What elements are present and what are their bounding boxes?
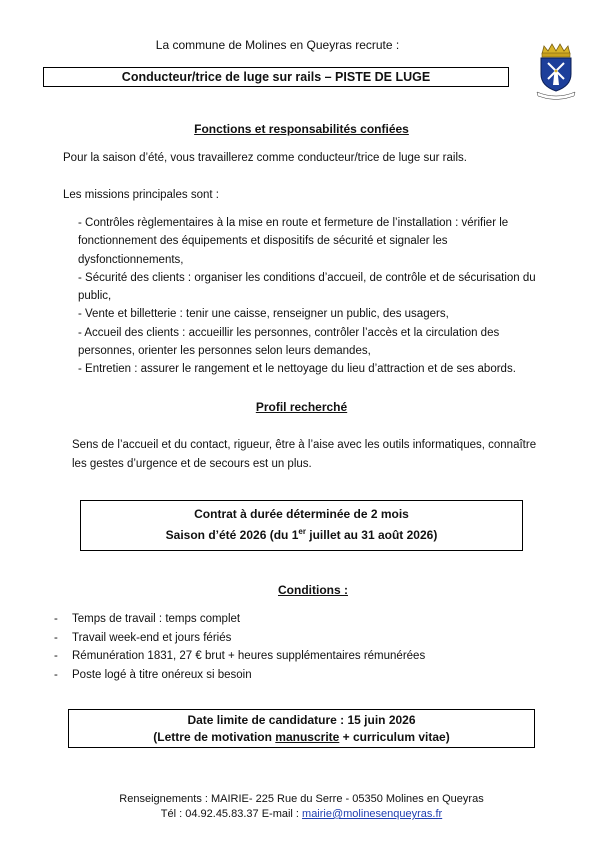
crest-icon [534,42,578,102]
missions-label: Les missions principales sont : [63,189,219,201]
job-title-box [43,67,509,87]
list-item: - Poste logé à titre onéreux si besoin [54,668,252,681]
deadline-line-1: Date limite de candidature : 15 juin 2026 [187,713,416,727]
contract-line-2: Saison d’été 2026 (du 1er juillet au 31 août 2026) [165,527,438,542]
footer-address: Renseignements : MAIRIE- 225 Rue du Serre - 05350 Molines en Queyras [119,793,484,805]
list-item: - Temps de travail : temps complet [54,613,241,625]
profile-line: les gestes d’urgence et de secours est un plus. [72,457,312,470]
list-item: - Rémunération 1831, 27 € brut + heures supplémentaires rémunérées [54,650,426,662]
email-link[interactable]: mairie@molinesenqueyras.fr [302,808,443,820]
job-title: Conducteur/trice de luge sur rails – PISTE DE LUGE [121,70,431,84]
list-item: - Accueil des clients : accueillir les personnes, contrôler l’accès et la circulation des [78,326,500,339]
list-item: - Sécurité des clients : organiser les conditions d’accueil, de contrôle et de sécurisation du [78,271,536,284]
profile-text [72,436,592,473]
commune-logo [534,42,578,102]
footer-contact: Tél : 04.92.45.83.37 E-mail : mairie@molinesenqueyras.fr [160,808,443,820]
contract-line-1: Contrat à durée déterminée de 2 mois [194,507,409,521]
deadline-line-2: (Lettre de motivation manuscrite + curriculum vitae) [153,730,450,744]
list-item: dysfonctionnements, [78,253,184,266]
conditions-heading: Conditions : [278,583,348,597]
profile-heading: Profil recherché [255,400,348,414]
profile-line: Sens de l’accueil et du contact, rigueur, être à l’aise avec les outils informatiques, connaître [72,439,537,451]
intro-text: La commune de Molines en Queyras recrute : [155,38,400,52]
list-item: public, [78,290,112,303]
list-item: fonctionnement des équipements et dispositifs de sécurité et signaler les [78,235,448,248]
functions-heading: Fonctions et responsabilités confiées [194,122,409,136]
functions-intro: Pour la saison d’été, vous travaillerez comme conducteur/trice de luge sur rails. [63,152,467,164]
list-item: - Travail week-end et jours fériés [54,631,232,644]
conditions-list [54,610,554,684]
list-item: personnes, orienter les personnes selon leurs demandes, [78,345,371,358]
list-item: - Contrôles règlementaires à la mise en route et fermeture de l’installation : vérifier le [78,217,509,229]
missions-list [78,214,568,379]
deadline-box [68,709,535,748]
contract-box [80,500,523,551]
list-item: - Entretien : assurer le rangement et le nettoyage du lieu d’attraction et de ses abords. [78,363,516,376]
list-item: - Vente et billetterie : tenir une caisse, renseigner un public, des usagers, [78,308,449,321]
